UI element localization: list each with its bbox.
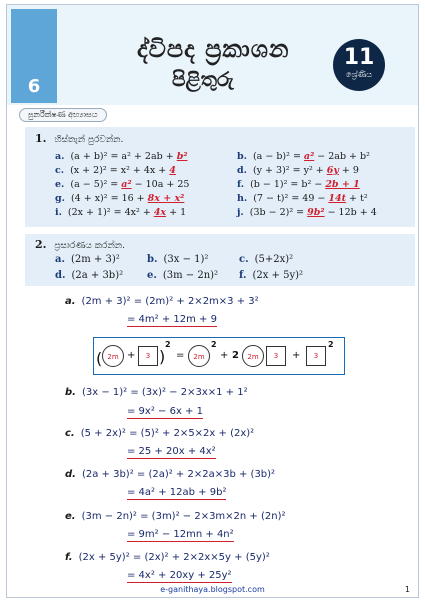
page-number: 1 [404,585,410,594]
q2-item-f: f. (2x + 5y)² [239,270,303,281]
q1-item-a: a. (a + b)² = a² + 2ab + b² [55,151,188,162]
formula-ring-3: 2m [242,345,264,367]
footer-site[interactable]: e-ganithaya.blogspot.com [160,585,265,594]
formula-square-2: 3 [266,346,286,366]
page-subtitle: පිළිතුරු [172,67,234,91]
solution-e-result: = 9m² − 12mn + 4n² [127,529,234,540]
q1-item-d: d. (y + 3)² = y² + 6y + 9 [237,165,359,176]
question-1-number: 1. [35,132,47,145]
chapter-panel [11,9,57,103]
q2-item-d: d. (2a + 3b)² [55,270,124,281]
chapter-number: 6 [27,76,41,97]
solution-e: e. (3m − 2n)² = (3m)² − 2×3m×2n + (2n)² [65,511,286,522]
q1-item-f: f. (b − 1)² = b² − 2b + 1 [237,179,360,190]
q2-item-a: a. (2m + 3)² [55,254,120,265]
formula-square-1: 3 [138,346,158,366]
question-1-instruction: හිස්තැන් පුරවන්න. [54,135,124,145]
q1-item-j: j. (3b − 2)² = 9b² − 12b + 4 [237,207,377,218]
question-2-heading [35,238,125,251]
formula-ring-1: 2m [102,345,124,367]
section-label: පුනරීක්ෂණ අභ්‍යාසය [19,108,107,122]
solution-d: d. (2a + 3b)² = (2a)² + 2×2a×3b + (3b)² [65,469,276,480]
grade-label: ශ්‍රේණිය [346,70,372,79]
grade-badge [333,39,385,91]
question-2-box [25,234,415,286]
formula-ring-2: 2m [188,345,210,367]
question-1-box [25,127,415,227]
grade-number: 11 [343,45,375,70]
q2-item-c: c. (5+2x)² [239,254,294,265]
question-2-number: 2. [35,238,47,251]
q1-item-i: i. (2x + 1)² = 4x² + 4x + 1 [55,207,187,218]
question-1-heading [35,132,123,145]
formula-box: ( 2m + 3 ) 2 = 2m 2 + 2 2m 3 + 3 2 [93,337,345,375]
question-2-instruction: ප්‍රසාරණය කරන්න. [54,241,125,251]
worksheet-page [6,4,419,598]
q1-item-h: h. (7 − t)² = 49 − 14t + t² [237,193,368,204]
q1-item-g: g. (4 + x)² = 16 + 8x + x² [55,193,185,204]
header-banner [7,5,418,105]
q2-item-e: e. (3m − 2n)² [147,270,219,281]
solution-b-result: = 9x² − 6x + 1 [127,406,203,417]
solution-d-result: = 4a² + 12ab + 9b² [127,487,227,498]
solution-c: c. (5 + 2x)² = (5)² + 2×5×2x + (2x)² [65,428,255,439]
solution-a-result: = 4m² + 12m + 9 [127,314,217,325]
q1-item-b: b. (a − b)² = a² − 2ab + b² [237,151,370,162]
solution-c-result: = 25 + 20x + 4x² [127,446,216,457]
q1-item-c: c. (x + 2)² = x² + 4x + 4 [55,165,176,176]
solution-a: a. (2m + 3)² = (2m)² + 2×2m×3 + 3² [65,296,259,307]
solution-f: f. (2x + 5y)² = (2x)² + 2×2x×5y + (5y)² [65,552,270,563]
q2-item-b: b. (3x − 1)² [147,254,209,265]
page-title: ද්විපද ප්‍රකාශන [137,35,290,63]
solution-b: b. (3x − 1)² = (3x)² − 2×3x×1 + 1² [65,387,248,398]
solution-f-result: = 4x² + 20xy + 25y² [127,570,232,581]
q1-item-e: e. (a − 5)² = a² − 10a + 25 [55,179,190,190]
formula-square-3: 3 [306,346,326,366]
